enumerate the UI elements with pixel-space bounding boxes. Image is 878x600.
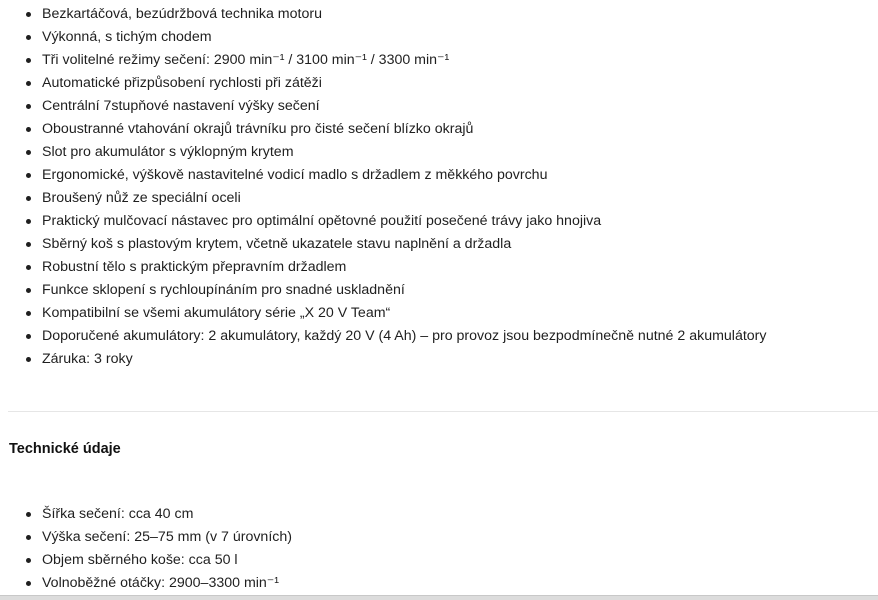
list-item (0, 325, 878, 348)
bullet-icon (26, 127, 31, 132)
list-item (0, 141, 878, 164)
feature-text: Centrální 7stupňové nastavení výšky sečení (42, 98, 320, 114)
bullet-icon (26, 265, 31, 270)
technical-spec-list (0, 503, 878, 595)
list-item (0, 49, 878, 72)
bullet-icon (26, 58, 31, 63)
spec-text: Objem sběrného koše: cca 50 l (42, 552, 238, 568)
list-item (0, 526, 878, 549)
list-item (0, 164, 878, 187)
list-item (0, 256, 878, 279)
bullet-icon (26, 558, 31, 563)
feature-text: Záruka: 3 roky (42, 351, 133, 367)
feature-text: Funkce sklopení s rychloupínáním pro snadné uskladnění (42, 282, 405, 298)
bullet-icon (26, 12, 31, 17)
feature-text: Kompatibilní se všemi akumulátory série „X 20 V Team“ (42, 305, 391, 321)
list-item (0, 210, 878, 233)
bullet-icon (26, 242, 31, 247)
list-item (0, 187, 878, 210)
spec-text: Výška sečení: 25–75 mm (v 7 úrovních) (42, 529, 292, 545)
list-item (0, 572, 878, 595)
bullet-icon (26, 357, 31, 362)
section-title-technical: Technické údaje (9, 441, 121, 457)
list-item (0, 503, 878, 526)
feature-text: Ergonomické, výškově nastavitelné vodicí madlo s držadlem z měkkého povrchu (42, 167, 548, 183)
list-item (0, 95, 878, 118)
feature-text: Broušený nůž ze speciální oceli (42, 190, 241, 206)
bullet-icon (26, 535, 31, 540)
list-item (0, 279, 878, 302)
list-item (0, 72, 878, 95)
bullet-icon (26, 196, 31, 201)
feature-text: Bezkartáčová, bezúdržbová technika motoru (42, 6, 322, 22)
list-item (0, 348, 878, 371)
bullet-icon (26, 219, 31, 224)
feature-text: Oboustranné vtahování okrajů trávníku pro čisté sečení blízko okrajů (42, 121, 474, 137)
list-item (0, 26, 878, 49)
list-item (0, 302, 878, 325)
feature-text: Automatické přizpůsobení rychlosti při zátěži (42, 75, 322, 91)
feature-text: Tři volitelné režimy sečení: 2900 min⁻¹ / 3100 min⁻¹ / 3300 min⁻¹ (42, 52, 450, 68)
bullet-icon (26, 35, 31, 40)
bullet-icon (26, 104, 31, 109)
list-item (0, 3, 878, 26)
horizontal-scrollbar[interactable] (0, 595, 878, 600)
bullet-icon (26, 288, 31, 293)
feature-list (0, 3, 878, 371)
bullet-icon (26, 334, 31, 339)
feature-text: Doporučené akumulátory: 2 akumulátory, každý 20 V (4 Ah) – pro provoz jsou bezpodmínečně nutné 2 akumulátory (42, 328, 767, 344)
feature-text: Slot pro akumulátor s výklopným krytem (42, 144, 294, 160)
list-item (0, 118, 878, 141)
feature-text: Robustní tělo s praktickým přepravním držadlem (42, 259, 347, 275)
list-item (0, 233, 878, 256)
bullet-icon (26, 581, 31, 586)
feature-text: Praktický mulčovací nástavec pro optimální opětovné použití posečené trávy jako hnojiva (42, 213, 602, 229)
spec-text: Šířka sečení: cca 40 cm (42, 506, 194, 522)
bullet-icon (26, 173, 31, 178)
feature-text: Výkonná, s tichým chodem (42, 29, 212, 45)
bullet-icon (26, 512, 31, 517)
feature-text: Sběrný koš s plastovým krytem, včetně ukazatele stavu naplnění a držadla (42, 236, 512, 252)
bullet-icon (26, 311, 31, 316)
spec-text: Volnoběžné otáčky: 2900–3300 min⁻¹ (42, 575, 280, 591)
bullet-icon (26, 150, 31, 155)
section-divider (8, 411, 878, 412)
bullet-icon (26, 81, 31, 86)
list-item (0, 549, 878, 572)
